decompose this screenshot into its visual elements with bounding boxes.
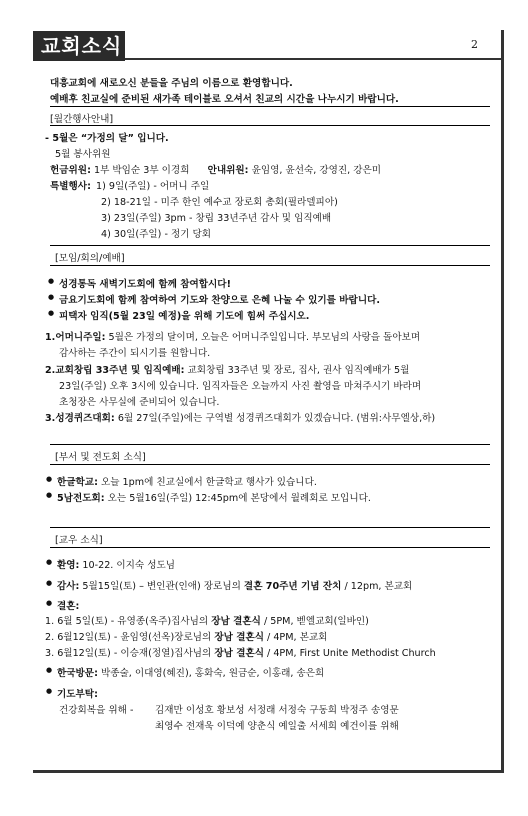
- wedding-highlight: 장남 결혼식: [214, 648, 264, 659]
- guide-label: 안내위원:: [207, 165, 249, 176]
- wedding-text: 3. 6월12일(토) - 이승재(정열)집사님의: [45, 648, 215, 659]
- welcome-label: 환영:: [57, 560, 80, 571]
- wedding-detail: / 5PM, 벧엘교회(일바인): [260, 616, 369, 627]
- department-item: [57, 490, 371, 504]
- meetings-header: [모임/회의/예배]: [55, 253, 125, 264]
- wedding-item: [45, 613, 369, 627]
- event-item: 2) 18-21일 - 미주 한인 예수교 장로회 총회(필라델피아): [101, 197, 338, 208]
- divider: [50, 547, 490, 548]
- event-item: 3) 23일(주일) 3pm - 창립 33년주년 감사 및 임직예배: [101, 213, 332, 224]
- divider: [50, 125, 490, 126]
- meeting-bullet: ● 성경통독 새벽기도회에 함께 참여합시다!: [59, 276, 231, 290]
- page-title: 교회소식: [33, 31, 125, 61]
- divider: [50, 265, 490, 266]
- department-text: 오늘 1pm에 친교실에서 한글학교 행사가 있습니다.: [97, 477, 317, 488]
- divider: [50, 444, 490, 445]
- meeting-item-text: 교회창립 33주년 및 장로, 집사, 권사 임직예배가 5월: [184, 365, 410, 376]
- members-header: [교우 소식]: [55, 535, 103, 546]
- monthly-theme: - 5월은 “가정의 달” 입니다.: [45, 133, 169, 144]
- department-label: 한글학교:: [57, 477, 98, 488]
- members-thanks: [57, 578, 412, 592]
- prayer-names: 김재만 이성호 황보성 서정래 서정숙 구동희 박정주 송영문: [155, 705, 399, 716]
- meeting-bullet: ● 금요기도회에 함께 참여하여 기도와 찬양으로 은혜 나눌 수 있기를 바랍니다.: [59, 292, 380, 306]
- welcome-text: 10-22. 이지숙 성도님: [79, 560, 176, 571]
- meeting-bullet: ● 피택자 임직(5월 23일 예정)을 위해 기도에 힘써 주십시오.: [59, 308, 309, 322]
- events-label: 특별행사:: [50, 181, 91, 192]
- department-item: [57, 474, 317, 488]
- meeting-item-label: 2.교회창립 33주년 및 임직예배:: [45, 365, 185, 376]
- department-text: 오는 5월16일(주일) 12:45pm에 본당에서 월례회로 모입니다.: [104, 493, 371, 504]
- meeting-item-line: 감사하는 주간이 되시기를 원합니다.: [59, 348, 211, 359]
- monthly-header: [월간행사안내]: [50, 114, 114, 125]
- wedding-label: ● 결혼:: [57, 598, 79, 612]
- thanks-highlight: 결혼 70주년 기념 잔치: [243, 581, 342, 592]
- meeting-item-label: 3.성경퀴즈대회:: [45, 413, 115, 424]
- divider: [50, 464, 490, 465]
- title-rule: [125, 58, 504, 60]
- offering-value: 1부 박임순 3부 이경희: [90, 165, 190, 176]
- wedding-highlight: 장남 결혼식: [214, 632, 264, 643]
- wedding-text: 2. 6월12일(토) - 윤임영(선옥)장로님의: [45, 632, 215, 643]
- thanks-detail: / 12pm, 본교회: [341, 581, 413, 592]
- event-item: 4) 30일(주일) - 정기 당회: [101, 229, 212, 240]
- page-number: 2: [471, 38, 478, 51]
- welcome-line-2: 예배후 친교실에 준비된 새가족 테이블로 오셔서 친교의 시간을 나누시기 바랍니다.: [50, 94, 399, 105]
- guide-value: 윤임영, 윤선숙, 강영진, 강은미: [248, 165, 382, 176]
- wedding-item: [45, 629, 327, 643]
- offering-label: 헌금위원:: [50, 165, 91, 176]
- meeting-item-text: 5월은 가정의 달이며, 오늘은 어머니주일입니다. 부모님의 사랑을 돌아보며: [105, 332, 421, 343]
- thanks-text: 5월15일(토) – 변인관(인애) 장로님의: [79, 581, 244, 592]
- visit-text: 박종술, 이대영(혜진), 홍화숙, 원금순, 이홍래, 송은희: [97, 668, 325, 679]
- meeting-item-text: 6월 27일(주일)에는 구역별 성경퀴즈대회가 있겠습니다. (범위:사무엘상,하): [114, 413, 436, 424]
- members-welcome: [57, 557, 175, 571]
- members-visit: [57, 665, 324, 679]
- divider: [50, 106, 490, 107]
- divider: [50, 527, 490, 528]
- wedding-detail: / 4PM, First Unite Methodist Church: [264, 648, 436, 659]
- divider: [50, 245, 490, 246]
- meeting-item: [45, 410, 435, 424]
- welcome-line-1: 대흥교회에 새로오신 분들을 주님의 이름으로 환영합니다.: [50, 78, 293, 89]
- meeting-item-line: 초청장은 사무실에 준비되어 있습니다.: [59, 397, 220, 408]
- visit-label: 한국방문:: [57, 668, 98, 679]
- meeting-item-label: 1.어머니주일:: [45, 332, 106, 343]
- monthly-subheader: 5월 봉사위원: [55, 149, 111, 160]
- prayer-names: 최영수 전재욱 이덕예 양춘식 예일출 서세희 예건이를 위해: [155, 721, 399, 732]
- wedding-detail: / 4PM, 본교회: [264, 632, 328, 643]
- prayer-prefix: 건강회복을 위해 -: [59, 705, 134, 716]
- thanks-label: 감사:: [57, 581, 80, 592]
- department-label: 5남전도회:: [57, 493, 105, 504]
- wedding-highlight: 장남 결혼식: [211, 616, 261, 627]
- prayer-label: ● 기도부탁:: [57, 686, 98, 700]
- meeting-item-line: 23일(주일) 오후 3시에 있습니다. 임직자들은 오늘까지 사진 촬영을 마쳐주시기 바라며: [59, 381, 422, 392]
- event-item: 1) 9일(주일) - 어머니 주일: [96, 181, 210, 192]
- wedding-item: [45, 645, 436, 659]
- departments-header: [부서 및 전도회 소식]: [55, 452, 146, 463]
- committee-line: [50, 162, 381, 176]
- meeting-item: [45, 362, 409, 376]
- meeting-item: [45, 329, 420, 343]
- wedding-text: 1. 6월 5일(토) - 유영종(옥주)집사님의: [45, 616, 212, 627]
